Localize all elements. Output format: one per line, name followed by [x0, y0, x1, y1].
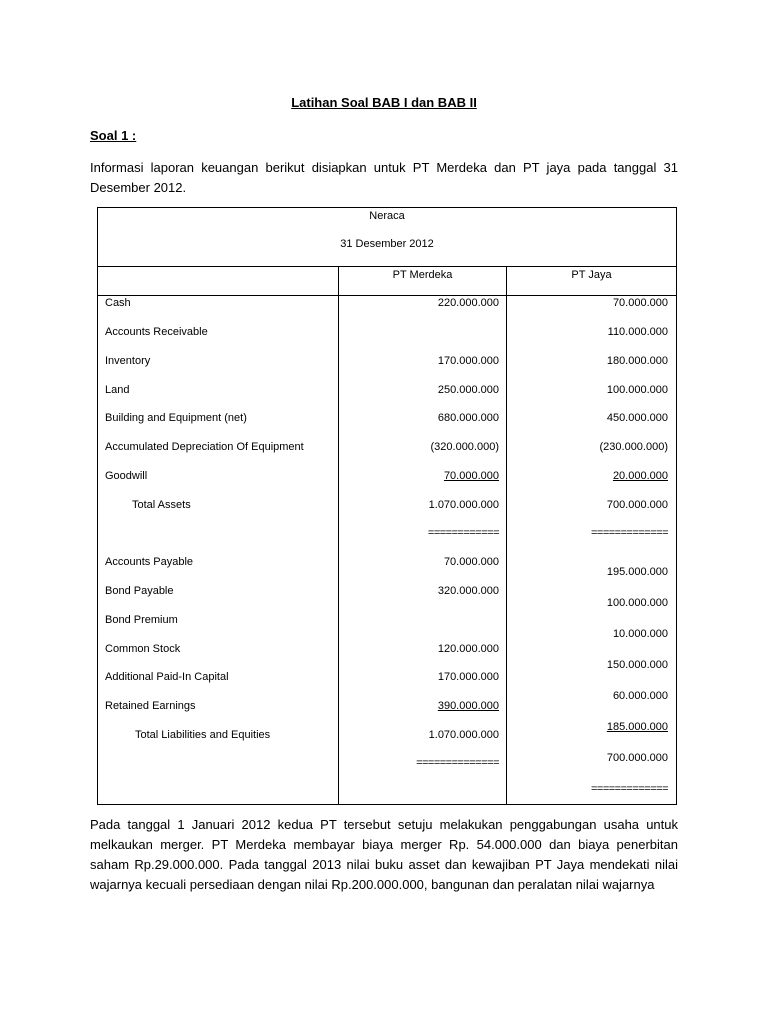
- total-assets-row: [98, 499, 676, 517]
- jaya-double-rule: =============: [590, 527, 668, 539]
- row-label: Common Stock: [105, 643, 181, 655]
- table-caption-date: 31 Desember 2012: [340, 238, 434, 250]
- table-divider: [98, 295, 676, 296]
- row-label: Retained Earnings: [105, 700, 196, 712]
- jaya-value: 20.000.000: [612, 470, 668, 482]
- soal-heading: Soal 1 :: [90, 128, 137, 143]
- jaya-value: 110.000.000: [607, 326, 668, 338]
- merdeka-double-rule: ============: [427, 527, 499, 539]
- jaya-value: 60.000.000: [612, 690, 668, 702]
- jaya-value: 180.000.000: [606, 355, 668, 367]
- jaya-liab-row: [98, 566, 676, 584]
- merdeka-value: 390.000.000: [437, 700, 499, 712]
- table-row: [98, 412, 676, 430]
- row-label: Accounts Receivable: [105, 326, 208, 338]
- row-label: Goodwill: [105, 470, 148, 482]
- jaya-liab-row: [98, 597, 676, 615]
- row-label: Accumulated Depreciation Of Equipment: [105, 441, 304, 453]
- table-caption-title: Neraca: [369, 210, 405, 222]
- document-title: Latihan Soal BAB I dan BAB II: [291, 95, 477, 110]
- row-label: Accounts Payable: [105, 556, 194, 568]
- jaya-value: 70.000.000: [612, 297, 668, 309]
- merdeka-value: 680.000.000: [437, 412, 499, 424]
- row-label: Cash: [105, 297, 131, 309]
- merdeka-value: 70.000.000: [443, 556, 499, 568]
- merger-paragraph: Pada tanggal 1 Januari 2012 kedua PT tersebut setuju melakukan penggabungan usaha untuk melkaukan merger. PT Merdeka membayar biaya merger Rp. 54.000.000 dan biaya penerbitan saham Rp.29.000.000. Pada tanggal 2013 nilai buku asset dan kewajiban PT Jaya mendekati nilai wajarnya kecuali persediaan dengan nilai Rp.200.000.000, bangunan dan peralatan nilai wajarnya: [90, 817, 678, 892]
- row-label: Land: [105, 384, 130, 396]
- merdeka-value: 220.000.000: [437, 297, 499, 309]
- merdeka-value: 1.070.000.000: [428, 729, 499, 741]
- table-row: [98, 384, 676, 402]
- merdeka-value: 120.000.000: [437, 643, 499, 655]
- jaya-value: 100.000.000: [606, 384, 668, 396]
- intro-paragraph: Informasi laporan keuangan berikut disiapkan untuk PT Merdeka dan PT jaya pada tanggal 31 Desember 2012.: [90, 160, 678, 195]
- double-rule-row: [98, 783, 676, 801]
- row-label: Bond Payable: [105, 585, 174, 597]
- merdeka-value: 250.000.000: [437, 384, 499, 396]
- jaya-liab-row: [98, 659, 676, 677]
- jaya-value: 185.000.000: [606, 721, 668, 733]
- row-label: Additional Paid-In Capital: [105, 671, 229, 683]
- row-label: Inventory: [105, 355, 151, 367]
- jaya-value: 195.000.000: [606, 566, 668, 578]
- column-header-jaya: PT Jaya: [571, 269, 612, 281]
- jaya-total-value: 700.000.000: [606, 752, 668, 764]
- row-label: Total Liabilities and Equities: [135, 729, 271, 741]
- row-label: Bond Premium: [105, 614, 178, 626]
- row-label: Building and Equipment (net): [105, 412, 247, 424]
- jaya-value: 10.000.000: [612, 628, 668, 640]
- column-header-merdeka: PT Merdeka: [392, 269, 453, 281]
- jaya-value: 700.000.000: [606, 499, 668, 511]
- merdeka-value: 1.070.000.000: [428, 499, 499, 511]
- merdeka-value: 70.000.000: [443, 470, 499, 482]
- merdeka-value: 170.000.000: [437, 355, 499, 367]
- table-row: [98, 326, 676, 344]
- table-row: [98, 470, 676, 488]
- jaya-liab-row: [98, 690, 676, 708]
- row-label: Total Assets: [132, 499, 191, 511]
- merdeka-double-rule: ==============: [416, 757, 499, 769]
- jaya-value: (230.000.000): [599, 441, 668, 453]
- double-rule-row: [98, 527, 676, 545]
- table-divider: [98, 266, 676, 267]
- jaya-liab-row: [98, 628, 676, 646]
- jaya-value: 100.000.000: [606, 597, 668, 609]
- table-row: [98, 441, 676, 459]
- jaya-value: 450.000.000: [606, 412, 668, 424]
- jaya-double-rule: =============: [590, 783, 668, 795]
- merdeka-value: 170.000.000: [437, 671, 499, 683]
- balance-sheet-table: [97, 207, 677, 805]
- merdeka-value: (320.000.000): [430, 441, 499, 453]
- jaya-liab-row: [98, 721, 676, 739]
- jaya-value: 150.000.000: [606, 659, 668, 671]
- jaya-total-row: [98, 752, 676, 770]
- table-row: [98, 355, 676, 373]
- merdeka-value: 320.000.000: [437, 585, 499, 597]
- table-row: [98, 297, 676, 315]
